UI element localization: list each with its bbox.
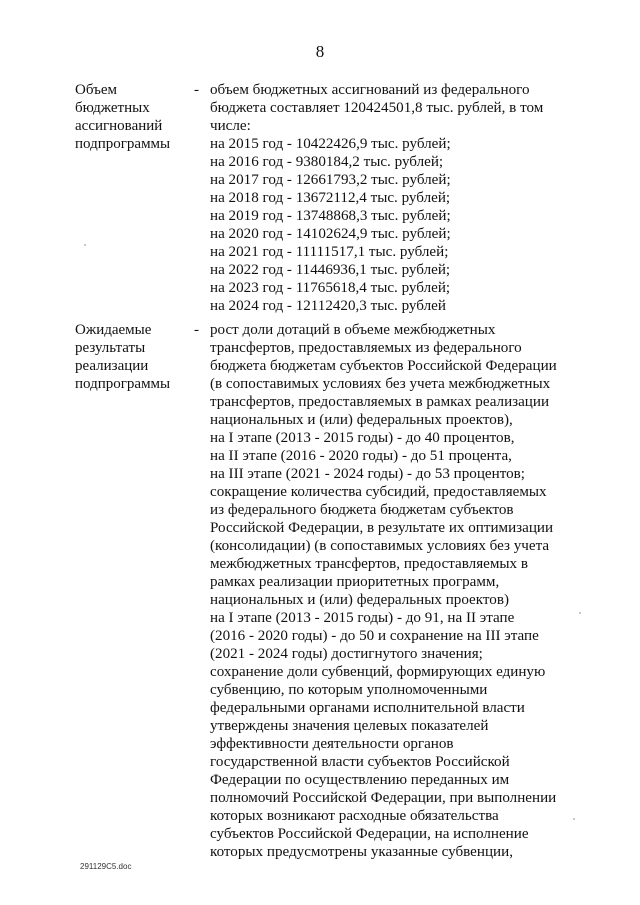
section-dash: - (194, 82, 199, 98)
section-label-line: реализации (75, 358, 149, 374)
content-line: из федерального бюджета бюджетам субъектов (210, 502, 514, 518)
content-line: трансфертов, предоставляемых в рамках реализации (210, 394, 550, 410)
content-line: числе: (210, 118, 251, 134)
content-line: на 2023 год - 11765618,4 тыс. рублей; (210, 280, 451, 296)
content-line: (консолидации) (в сопоставимых условиях без учета (210, 538, 550, 554)
content-line: которых возникают расходные обязательства (210, 808, 499, 824)
content-line: эффективности деятельности органов (210, 736, 454, 752)
content-line: субъектов Российской Федерации, на исполнение (210, 826, 529, 842)
content-line: бюджета бюджетам субъектов Российской Федерации (210, 358, 557, 374)
content-line: сохранение доли субвенций, формирующих единую (210, 664, 546, 680)
content-line: государственной власти субъектов Российской (210, 754, 510, 770)
content-line: на 2019 год - 13748868,3 тыс. рублей; (210, 208, 451, 224)
content-line: которых предусмотрены указанные субвенции, (210, 844, 513, 860)
content-line: рамках реализации приоритетных программ, (210, 574, 500, 590)
content-line: на III этапе (2021 - 2024 годы) - до 53 процентов; (210, 466, 525, 482)
section-label-line: Объем (75, 82, 117, 98)
content-line: на II этапе (2016 - 2020 годы) - до 51 процента, (210, 448, 512, 464)
content-line: полномочий Российской Федерации, при выполнении (210, 790, 557, 806)
content-line: межбюджетных трансфертов, предоставляемых в (210, 556, 528, 572)
scan-speck (573, 818, 575, 820)
content-line: на 2021 год - 11111517,1 тыс. рублей; (210, 244, 449, 260)
document-file-code: 291129C5.doc (80, 862, 132, 871)
content-line: национальных и (или) федеральных проектов) (210, 592, 509, 608)
section-label-line: подпрограммы (75, 136, 171, 152)
section-dash: - (194, 322, 199, 338)
content-line: на 2020 год - 14102624,9 тыс. рублей; (210, 226, 451, 242)
content-line: (в сопоставимых условиях без учета межбюджетных (210, 376, 551, 392)
content-line: на I этапе (2013 - 2015 годы) - до 91, на II этапе (210, 610, 515, 626)
content-line: Российской Федерации, в результате их оптимизации (210, 520, 554, 536)
section-label-line: Ожидаемые (75, 322, 152, 338)
content-line: на 2015 год - 10422426,9 тыс. рублей; (210, 136, 451, 152)
content-line: субвенцию, по которым уполномоченными (210, 682, 488, 698)
section-label-line: результаты (75, 340, 146, 356)
content-line: на 2018 год - 13672112,4 тыс. рублей; (210, 190, 451, 206)
content-line: на 2017 год - 12661793,2 тыс. рублей; (210, 172, 451, 188)
content-line: на 2022 год - 11446936,1 тыс. рублей; (210, 262, 451, 278)
content-line: утверждены значения целевых показателей (210, 718, 489, 734)
page-number: 8 (315, 42, 325, 61)
section-label (75, 81, 195, 153)
section-content (210, 81, 605, 315)
content-line: на I этапе (2013 - 2015 годы) - до 40 процентов, (210, 430, 515, 446)
scan-speck (84, 244, 86, 246)
content-line: на 2024 год - 12112420,3 тыс. рублей (210, 298, 446, 314)
section-label (75, 321, 195, 393)
scan-speck (579, 612, 581, 614)
content-line: Федерации по осуществлению переданных им (210, 772, 510, 788)
content-line: сокращение количества субсидий, предоставляемых (210, 484, 547, 500)
content-line: национальных и (или) федеральных проектов), (210, 412, 513, 428)
content-line: (2021 - 2024 годы) достигнутого значения; (210, 646, 483, 662)
content-line: объем бюджетных ассигнований из федерального (210, 82, 530, 98)
section-content (210, 321, 605, 861)
section-label-line: подпрограммы (75, 376, 171, 392)
content-line: федеральными органами исполнительной власти (210, 700, 525, 716)
section-label-line: бюджетных (75, 100, 150, 116)
content-line: трансфертов, предоставляемых из федерального (210, 340, 522, 356)
content-line: рост доли дотаций в объеме межбюджетных (210, 322, 496, 338)
content-line: на 2016 год - 9380184,2 тыс. рублей; (210, 154, 444, 170)
content-line: бюджета составляет 120424501,8 тыс. рублей, в том (210, 100, 544, 116)
section-label-line: ассигнований (75, 118, 163, 134)
content-line: (2016 - 2020 годы) - до 50 и сохранение на III этапе (210, 628, 539, 644)
